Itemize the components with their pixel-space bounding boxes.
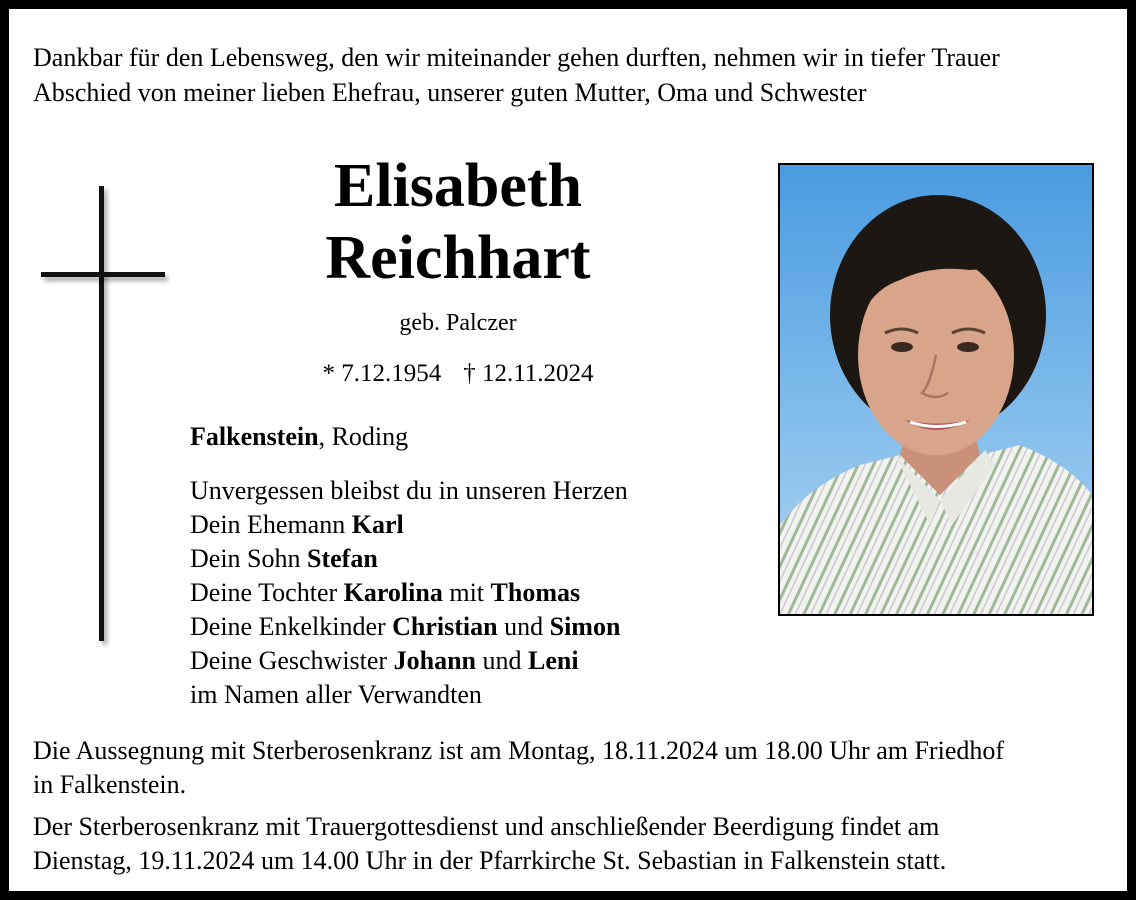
mourners-intro: Unvergessen bleibst du in unseren Herzen xyxy=(190,476,628,505)
last-name: Reichhart xyxy=(325,224,591,292)
intro-line-2: Abschied von meiner lieben Ehefrau, unserer guten Mutter, Oma und Schwester xyxy=(33,78,867,107)
mourner-siblings xyxy=(190,644,628,678)
cross-icon-bar xyxy=(41,272,165,277)
funeral-info xyxy=(33,810,1113,878)
life-dates xyxy=(258,360,658,388)
place-rest: , Roding xyxy=(318,422,409,451)
intro-text xyxy=(33,40,1000,110)
grandchild-1-name: Christian xyxy=(392,612,498,641)
daughter-label: Deine Tochter xyxy=(190,578,344,607)
daughter-name: Karolina xyxy=(343,578,443,607)
place-main: Falkenstein xyxy=(190,422,319,451)
first-name: Elisabeth xyxy=(333,152,583,220)
daughter-with: mit xyxy=(442,578,491,607)
husband-name: Karl xyxy=(351,510,404,539)
portrait-image xyxy=(780,165,1092,614)
son-name: Stefan xyxy=(307,544,378,573)
mourner-grandchildren xyxy=(190,610,628,644)
deceased-name xyxy=(258,150,658,294)
husband-label: Dein Ehemann xyxy=(190,510,352,539)
sibling-1-name: Johann xyxy=(393,646,476,675)
mourners-list xyxy=(190,474,628,712)
death-date: † 12.11.2024 xyxy=(463,360,594,387)
birth-date: * 7.12.1954 xyxy=(322,360,442,387)
mourner-daughter xyxy=(190,576,628,610)
grandchildren-label: Deine Enkelkinder xyxy=(190,612,393,641)
funeral-line-1: Der Sterberosenkranz mit Trauergottesdienst und anschließender Beerdigung findet am xyxy=(33,812,940,841)
intro-line-1: Dankbar für den Lebensweg, den wir miteinander gehen durften, nehmen wir in tiefer Trauer xyxy=(33,43,1000,72)
siblings-and: und xyxy=(476,646,528,675)
funeral-line-2: Dienstag, 19.11.2024 um 14.00 Uhr in der Pfarrkirche St. Sebastian in Falkenstein statt. xyxy=(33,846,947,875)
siblings-label: Deine Geschwister xyxy=(190,646,394,675)
grandchild-2-name: Simon xyxy=(549,612,621,641)
mourners-closing: im Namen aller Verwandten xyxy=(190,680,482,709)
son-label: Dein Sohn xyxy=(190,544,307,573)
mourner-husband xyxy=(190,508,628,542)
blessing-line-2: in Falkenstein. xyxy=(33,770,187,799)
mourner-son xyxy=(190,542,628,576)
cross-icon xyxy=(99,186,104,641)
blessing-line-1: Die Aussegnung mit Sterberosenkranz ist am Montag, 18.11.2024 um 18.00 Uhr am Friedhof xyxy=(33,736,1005,765)
portrait-photo xyxy=(778,163,1094,616)
daughter-partner-name: Thomas xyxy=(490,578,581,607)
birth-name: geb. Palczer xyxy=(399,310,517,336)
grandchildren-and: und xyxy=(497,612,550,641)
sibling-2-name: Leni xyxy=(528,646,579,675)
blessing-info xyxy=(33,734,1113,802)
place-line xyxy=(190,422,408,452)
